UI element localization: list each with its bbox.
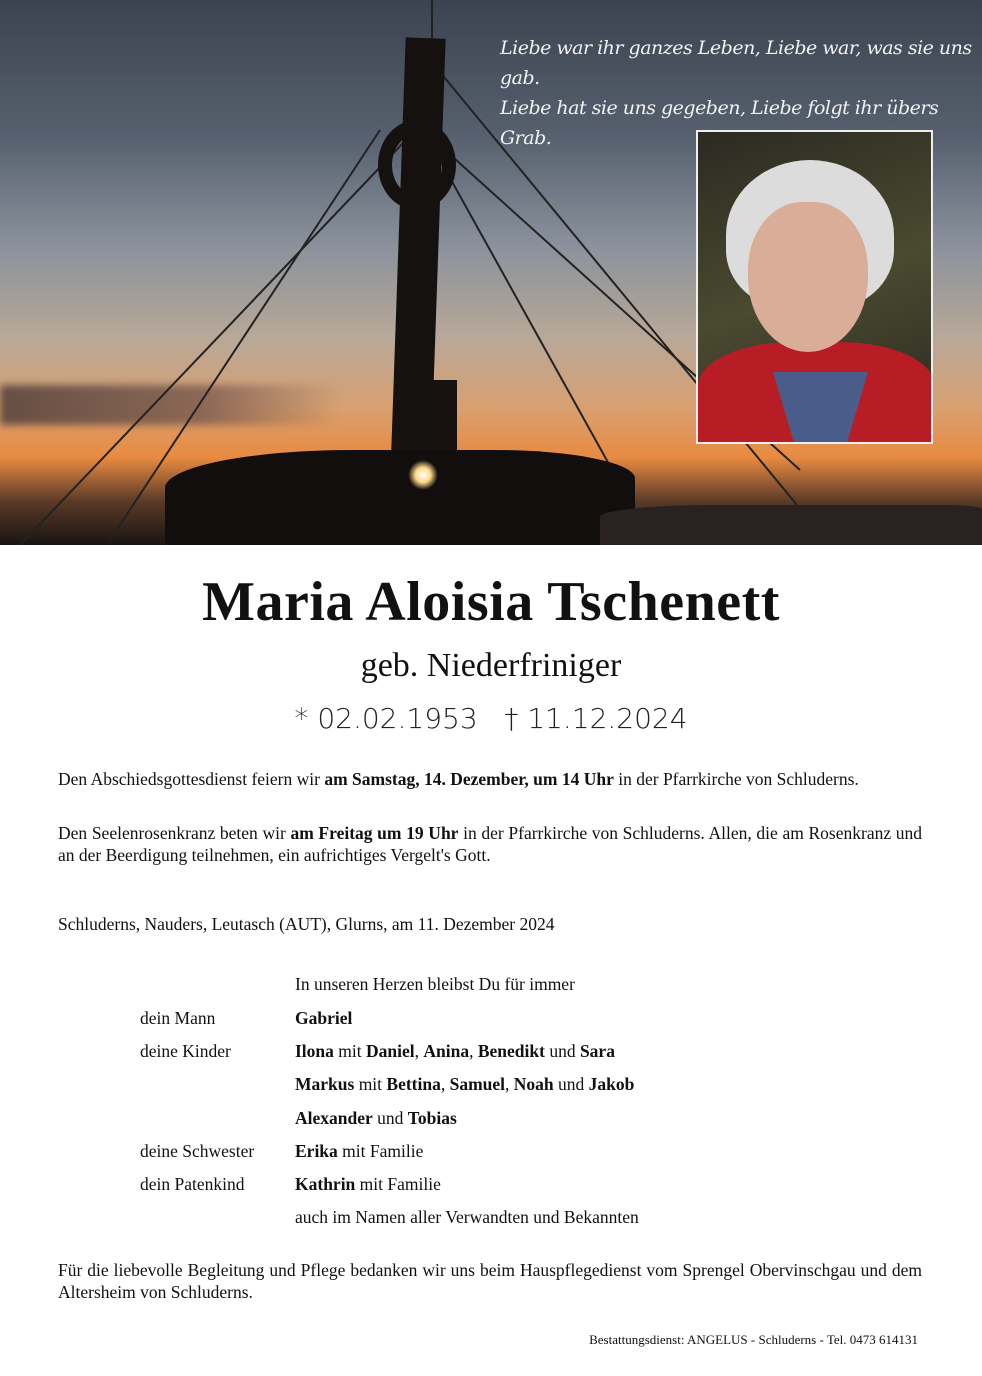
- text: Den Seelenrosenkranz beten wir: [58, 823, 291, 843]
- text: in der Pfarrkirche von Schluderns.: [613, 769, 859, 789]
- bold-text: Benedikt: [477, 1041, 545, 1062]
- bold-text: Samuel: [449, 1074, 506, 1095]
- bold-text: Markus: [295, 1074, 355, 1095]
- mourner-names: [295, 1207, 639, 1228]
- portrait-photo: [696, 130, 933, 444]
- relation-label: dein Mann: [140, 1008, 216, 1028]
- relation-label: deine Schwester: [140, 1140, 255, 1161]
- text: und: [544, 1041, 580, 1062]
- bold-text: Gabriel: [295, 1008, 353, 1028]
- cross-ring: [378, 120, 456, 210]
- bold-text: Daniel: [366, 1041, 415, 1062]
- portrait-face: [748, 202, 868, 352]
- relation-label: deine Kinder: [140, 1041, 231, 1062]
- text: ,: [469, 1041, 478, 1062]
- rosary-paragraph: [58, 822, 922, 866]
- mourner-names: [295, 1008, 352, 1029]
- bold-text: am Samstag, 14. Dezember, um 14 Uhr: [324, 769, 614, 789]
- bold-text: Tobias: [407, 1107, 457, 1128]
- text: und: [553, 1074, 589, 1095]
- bold-text: Noah: [513, 1074, 554, 1095]
- quote-line: Liebe hat sie uns gegeben, Liebe folgt ihr übers Grab.: [500, 97, 939, 149]
- bold-text: Sara: [579, 1041, 615, 1062]
- bold-text: Anina: [423, 1041, 470, 1062]
- summit-rock: [165, 450, 635, 545]
- bold-text: Alexander: [295, 1107, 373, 1128]
- relation-label: dein Patenkind: [140, 1174, 245, 1194]
- header-photo-summit-cross: [0, 0, 982, 545]
- text: und: [372, 1107, 408, 1128]
- bold-text: Erika: [295, 1140, 338, 1161]
- mourner-names: [295, 1108, 457, 1129]
- text: mit Familie: [337, 1140, 424, 1161]
- mourner-names: [295, 1074, 634, 1095]
- text: ,: [505, 1074, 514, 1095]
- family-intro: In unseren Herzen bleibst Du für immer: [295, 974, 575, 994]
- text: Den Abschiedsgottesdienst feiern wir: [58, 769, 325, 789]
- bold-text: am Freitag um 19 Uhr: [290, 823, 459, 843]
- place-date: Schluderns, Nauders, Leutasch (AUT), Glurns, am 11. Dezember 2024: [58, 914, 555, 934]
- sun: [408, 460, 438, 490]
- quote-line: Liebe war ihr ganzes Leben, Liebe war, was sie uns gab.: [500, 37, 972, 89]
- text: mit: [333, 1041, 366, 1062]
- text: in der Pfarrkirche von Schluderns. Allen, die am Rosenkranz und an der Beerdigung teilnehmen, ein aufrichtiges Vergelt's Gott.: [58, 823, 923, 865]
- bold-text: Kathrin: [295, 1174, 356, 1194]
- bold-text: Ilona: [295, 1041, 334, 1062]
- funeral-service-paragraph: [58, 768, 922, 790]
- text: mit: [354, 1074, 387, 1095]
- life-dates: * 02.02.1953 † 11.12.2024: [294, 702, 688, 735]
- text: mit Familie: [355, 1174, 441, 1194]
- mourner-names: [295, 1041, 615, 1062]
- text: ,: [440, 1074, 450, 1095]
- mountain-ridge: [600, 505, 982, 545]
- funeral-service-footer: Bestattungsdienst: ANGELUS - Schluderns - Tel. 0473 614131: [589, 1332, 918, 1347]
- mourner-names: [295, 1174, 441, 1195]
- text: ,: [414, 1041, 424, 1062]
- deceased-name: Maria Aloisia Tschenett: [202, 571, 780, 633]
- thanks-paragraph: Für die liebevolle Begleitung und Pflege bedanken wir uns beim Hauspflegedienst vom Sprengel Obervinschgau und dem Altersheim von Schluderns.: [58, 1260, 922, 1302]
- birth-name: geb. Niederfriniger: [360, 647, 622, 684]
- bold-text: Jakob: [588, 1074, 635, 1095]
- text: auch im Namen aller Verwandten und Bekannten: [295, 1207, 639, 1228]
- mourner-names: [295, 1141, 423, 1162]
- bold-text: Bettina: [386, 1074, 441, 1095]
